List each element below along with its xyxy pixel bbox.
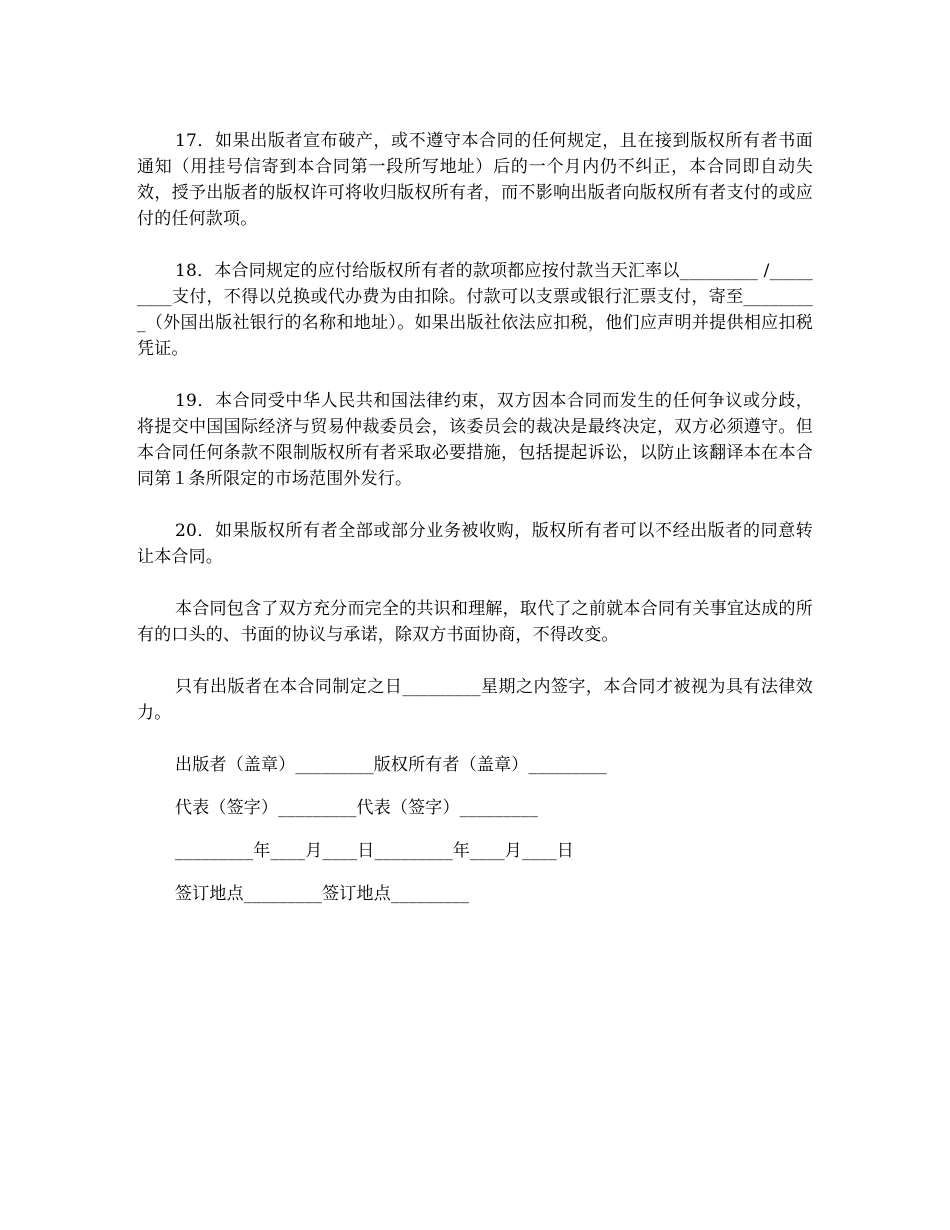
clause-18: 18．本合同规定的应付给版权所有者的款项都应按付款当天汇率以_________ /_________支付，不得以兑换或代办费为由扣除。付款可以支票或银行汇票支付，寄至_________（外国出版社银行的名称和地址）。如果出版社依法应扣税，他们应声明并提供相应扣税凭证。 [137,261,813,359]
signature-gap [137,778,813,795]
paragraph-gap [137,232,813,258]
contract-page [137,128,813,907]
date-line: _________年____月____日_________年____月____日 [175,841,574,861]
seal-line: 出版者（盖章）_________版权所有者（盖章）_________ [175,755,607,775]
clause-20: 20．如果版权所有者全部或部分业务被收购，版权所有者可以不经出版者的同意转让本合同。 [137,521,813,567]
representative-signature-line: 代表（签字）_________代表（签字）_________ [175,798,538,818]
signing-place-line: 签订地点_________签订地点_________ [175,884,470,904]
signature-gap [137,821,813,838]
paragraph-gap [137,362,813,388]
entire-agreement-clause: 本合同包含了双方充分而完全的共识和理解，取代了之前就本合同有关事宜达成的所有的口头的、书面的协议与承诺，除双方书面协商，不得改变。 [137,599,813,645]
signature-gap [137,864,813,881]
paragraph-gap [137,492,813,518]
clause-19: 19．本合同受中华人民共和国法律约束，双方因本合同而发生的任何争议或分歧，将提交中国国际经济与贸易仲裁委员会，该委员会的裁决是最终决定，双方必须遵守。但本合同任何条款不限制版权所有者采取必要措施，包括提起诉讼，以防止该翻译本在本合同第１条所限定的市场范围外发行。 [137,391,813,489]
paragraph-gap [137,726,813,752]
clause-17: 17．如果出版者宣布破产，或不遵守本合同的任何规定，且在接到版权所有者书面通知（用挂号信寄到本合同第一段所写地址）后的一个月内仍不纠正，本合同即自动失效，授予出版者的版权许可将收归版权所有者，而不影响出版者向版权所有者支付的或应付的任何款项。 [137,131,813,229]
paragraph-gap [137,648,813,674]
paragraph-gap [137,570,813,596]
validity-clause: 只有出版者在本合同制定之日_________星期之内签字，本合同才被视为具有法律效力。 [137,677,813,723]
